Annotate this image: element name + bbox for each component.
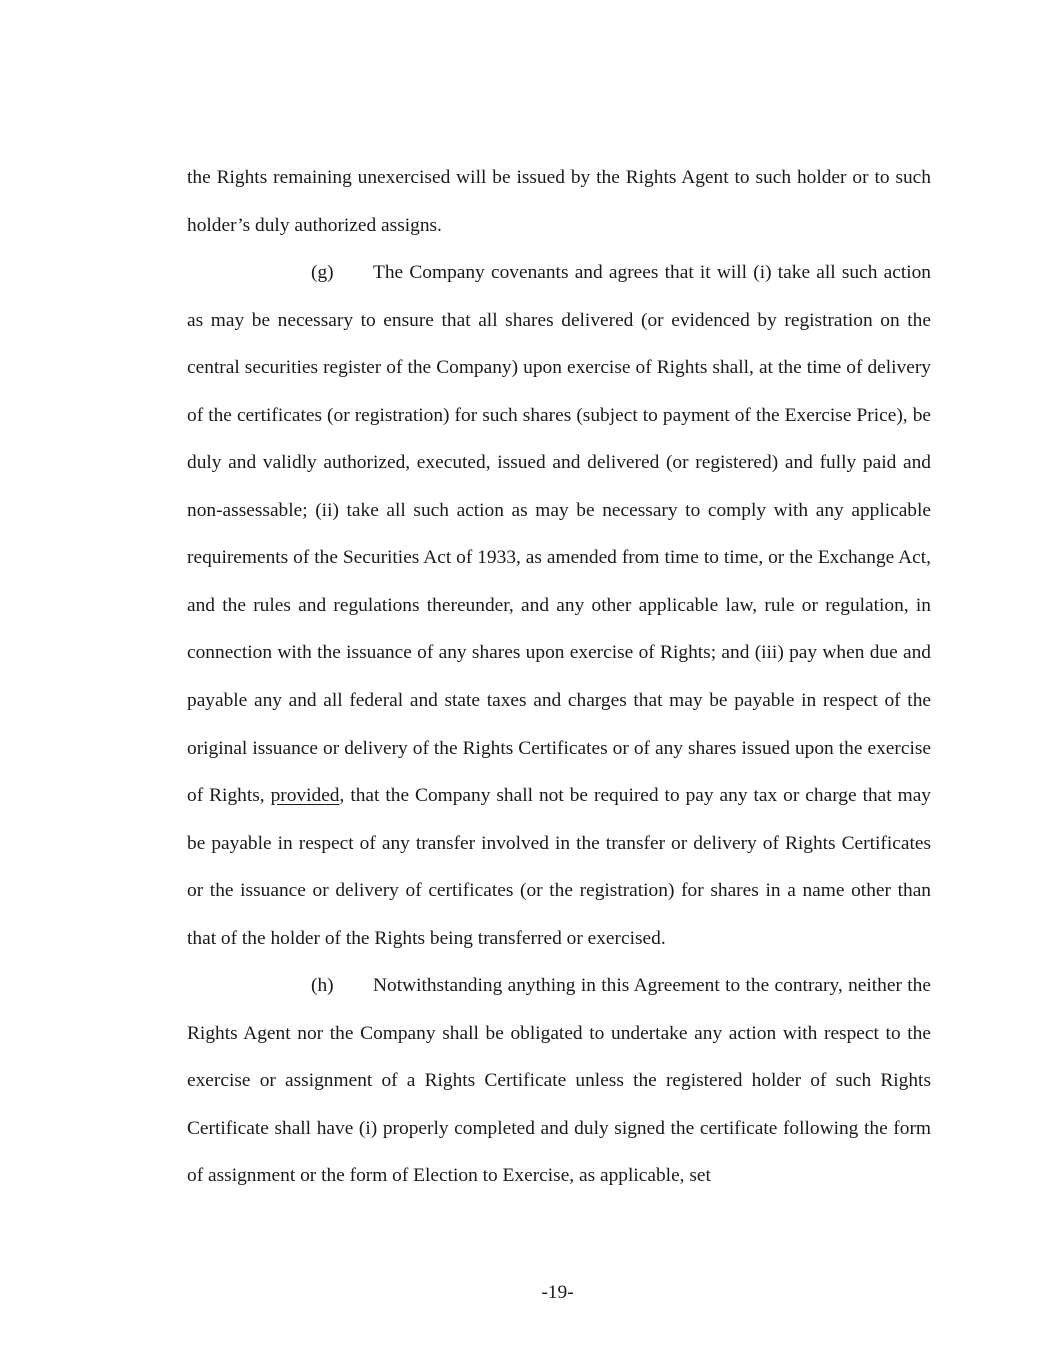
paragraph-h-text: Notwithstanding anything in this Agreement to the contrary, neither the Rights Agent nor the Company shall be obligated to undertake any action with respect to the exercise or assignment of a Rights Certificate unless the registered holder of such Rights Certificate shall have (i) properly completed and duly signed the certificate following the form of assignment or the form of Election to Exercise, as applicable, set (187, 975, 931, 1187)
paragraph-g-text-start: The Company covenants and agrees that it will (i) take all such action as may be necessary to ensure that all shares delivered (or evidenced by registration on the central securities register of the Company) upon exercise of Rights shall, at the time of delivery of the certificates (or registration) for such shares (subject to payment of the Exercise Price), be duly and validly authorized, executed, issued and delivered (or registered) and fully paid and non-assessable; (ii) take all such action as may be necessary to comply with any applicable requirements of the Securities Act of 1933, as amended from time to time, or the Exchange Act, and the rules and regulations thereunder, and any other applicable law, rule or regulation, in connection with the issuance of any shares upon exercise of Rights; and (iii) pay when due and payable any and all federal and state taxes and charges that may be payable in respect of the original issuance or delivery of the Rights Certificates or of any shares issued upon the exercise of Rights, (187, 262, 931, 807)
paragraph-g (187, 249, 931, 962)
continuation-paragraph: the Rights remaining unexercised will be issued by the Rights Agent to such holder or to such holder’s duly authorized assigns. (187, 167, 931, 236)
paragraph-h-label: (h) (311, 975, 334, 997)
paragraph-h (187, 962, 931, 1200)
body-text (187, 154, 931, 1200)
page-number: -19- (541, 1282, 574, 1303)
paragraph-g-text-end: , that the Company shall not be required to pay any tax or charge that may be payable in respect of any transfer involved in the transfer or delivery of Rights Certificates or the issuance or delivery of certificates (or the registration) for shares in a name other than that of the holder of the Rights being transferred or exercised. (187, 785, 931, 949)
paragraph-g-label: (g) (311, 262, 334, 284)
provided-underlined-term: provided (270, 785, 340, 807)
